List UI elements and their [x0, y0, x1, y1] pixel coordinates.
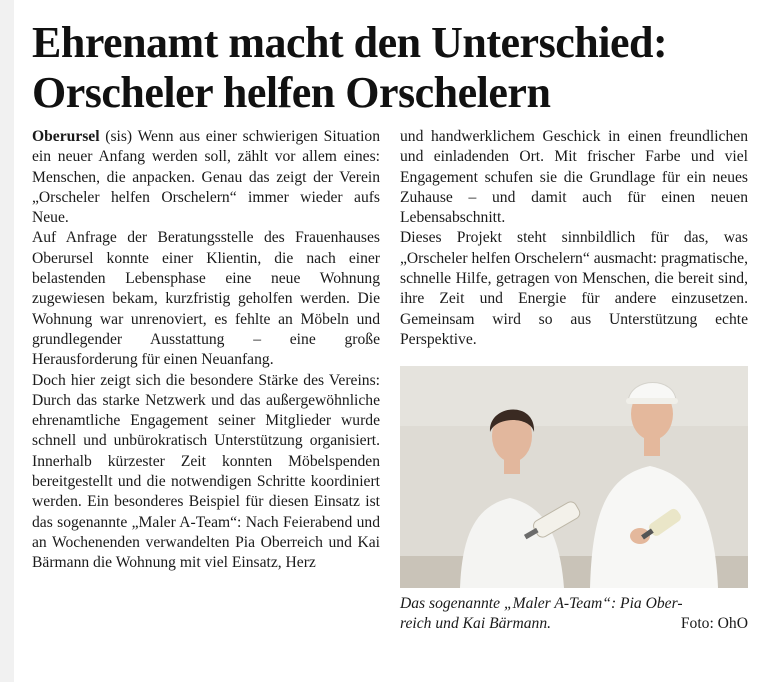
- photo-credit: Foto: OhO: [680, 615, 748, 633]
- headline-line-2: Orscheler helfen Orschelern: [32, 68, 551, 117]
- photo-caption: [400, 594, 748, 635]
- page-margin-strip: [0, 0, 14, 682]
- paragraph-3-continued: und handwerklichem Geschick in einen freundlichen und einladenden Ort. Mit frischer Farbe und viel Engagement schufen sie die Grundlage für ein neues Zuhause – und damit auch für einen neuen Lebensabschnitt.: [400, 128, 748, 227]
- caption-line-2: reich und Kai Bärmann.: [400, 615, 552, 633]
- article-column-right: [400, 127, 748, 350]
- paragraph-4: Dieses Projekt steht sinnbildlich für das, was „Orscheler helfen Orschelern“ ausmacht: pragmatische, schnelle Hilfe, getragen von Menschen, die bereit sind, ihre Zeit und Energie für andere einzusetzen. Gemeinsam wird so aus Unterstützung echte Perspektive.: [400, 229, 748, 348]
- caption-line-1: Das sogenannte „Maler A-Team“: Pia Ober-: [400, 595, 683, 612]
- article-headline: [32, 18, 752, 118]
- article-photo: [400, 366, 748, 588]
- paragraph-1-text: Wenn aus einer schwierigen Situation ein neuer Anfang werden soll, zählt vor allem eines: Menschen, die anpacken. Genau das zeigt der Verein „Orscheler helfen Orschelern“ immer wieder aufs Neue.: [32, 128, 380, 227]
- headline-line-1: Ehrenamt macht den Unterschied:: [32, 18, 668, 67]
- paragraph-1: [32, 127, 380, 228]
- article-column-left: [32, 127, 380, 574]
- byline: (sis): [99, 128, 138, 145]
- paragraph-3: Doch hier zeigt sich die besondere Stärke des Vereins: Durch das starke Netzwerk und das außergewöhnliche ehrenamtliche Engagement seiner Mitglieder wurde schnell und unbürokratisch Unterstützung organisiert. Innerhalb kürzester Zeit konnten Möbelspenden bereitgestellt und die notwendigen Schritte koordiniert werden. Ein besonderes Beispiel für diesen Einsatz ist das sogenannte „Maler A-Team“: Nach Feierabend und an Wochenenden verwandelten Pia Oberreich und Kai Bärmann die Wohnung mit viel Einsatz, Herz: [32, 371, 380, 572]
- dateline: Oberursel: [32, 128, 100, 145]
- paragraph-2: Auf Anfrage der Beratungsstelle des Frauenhauses Oberursel konnte einer Klientin, die nach einer belastenden Lebensphase eine neue Wohnung zugewiesen bekam, kurzfristig geholfen werden. Die Wohnung war unrenoviert, es fehlte an Möbeln und grundlegender Ausstattung – eine große Herausforderung für einen Neuanfang.: [32, 229, 380, 369]
